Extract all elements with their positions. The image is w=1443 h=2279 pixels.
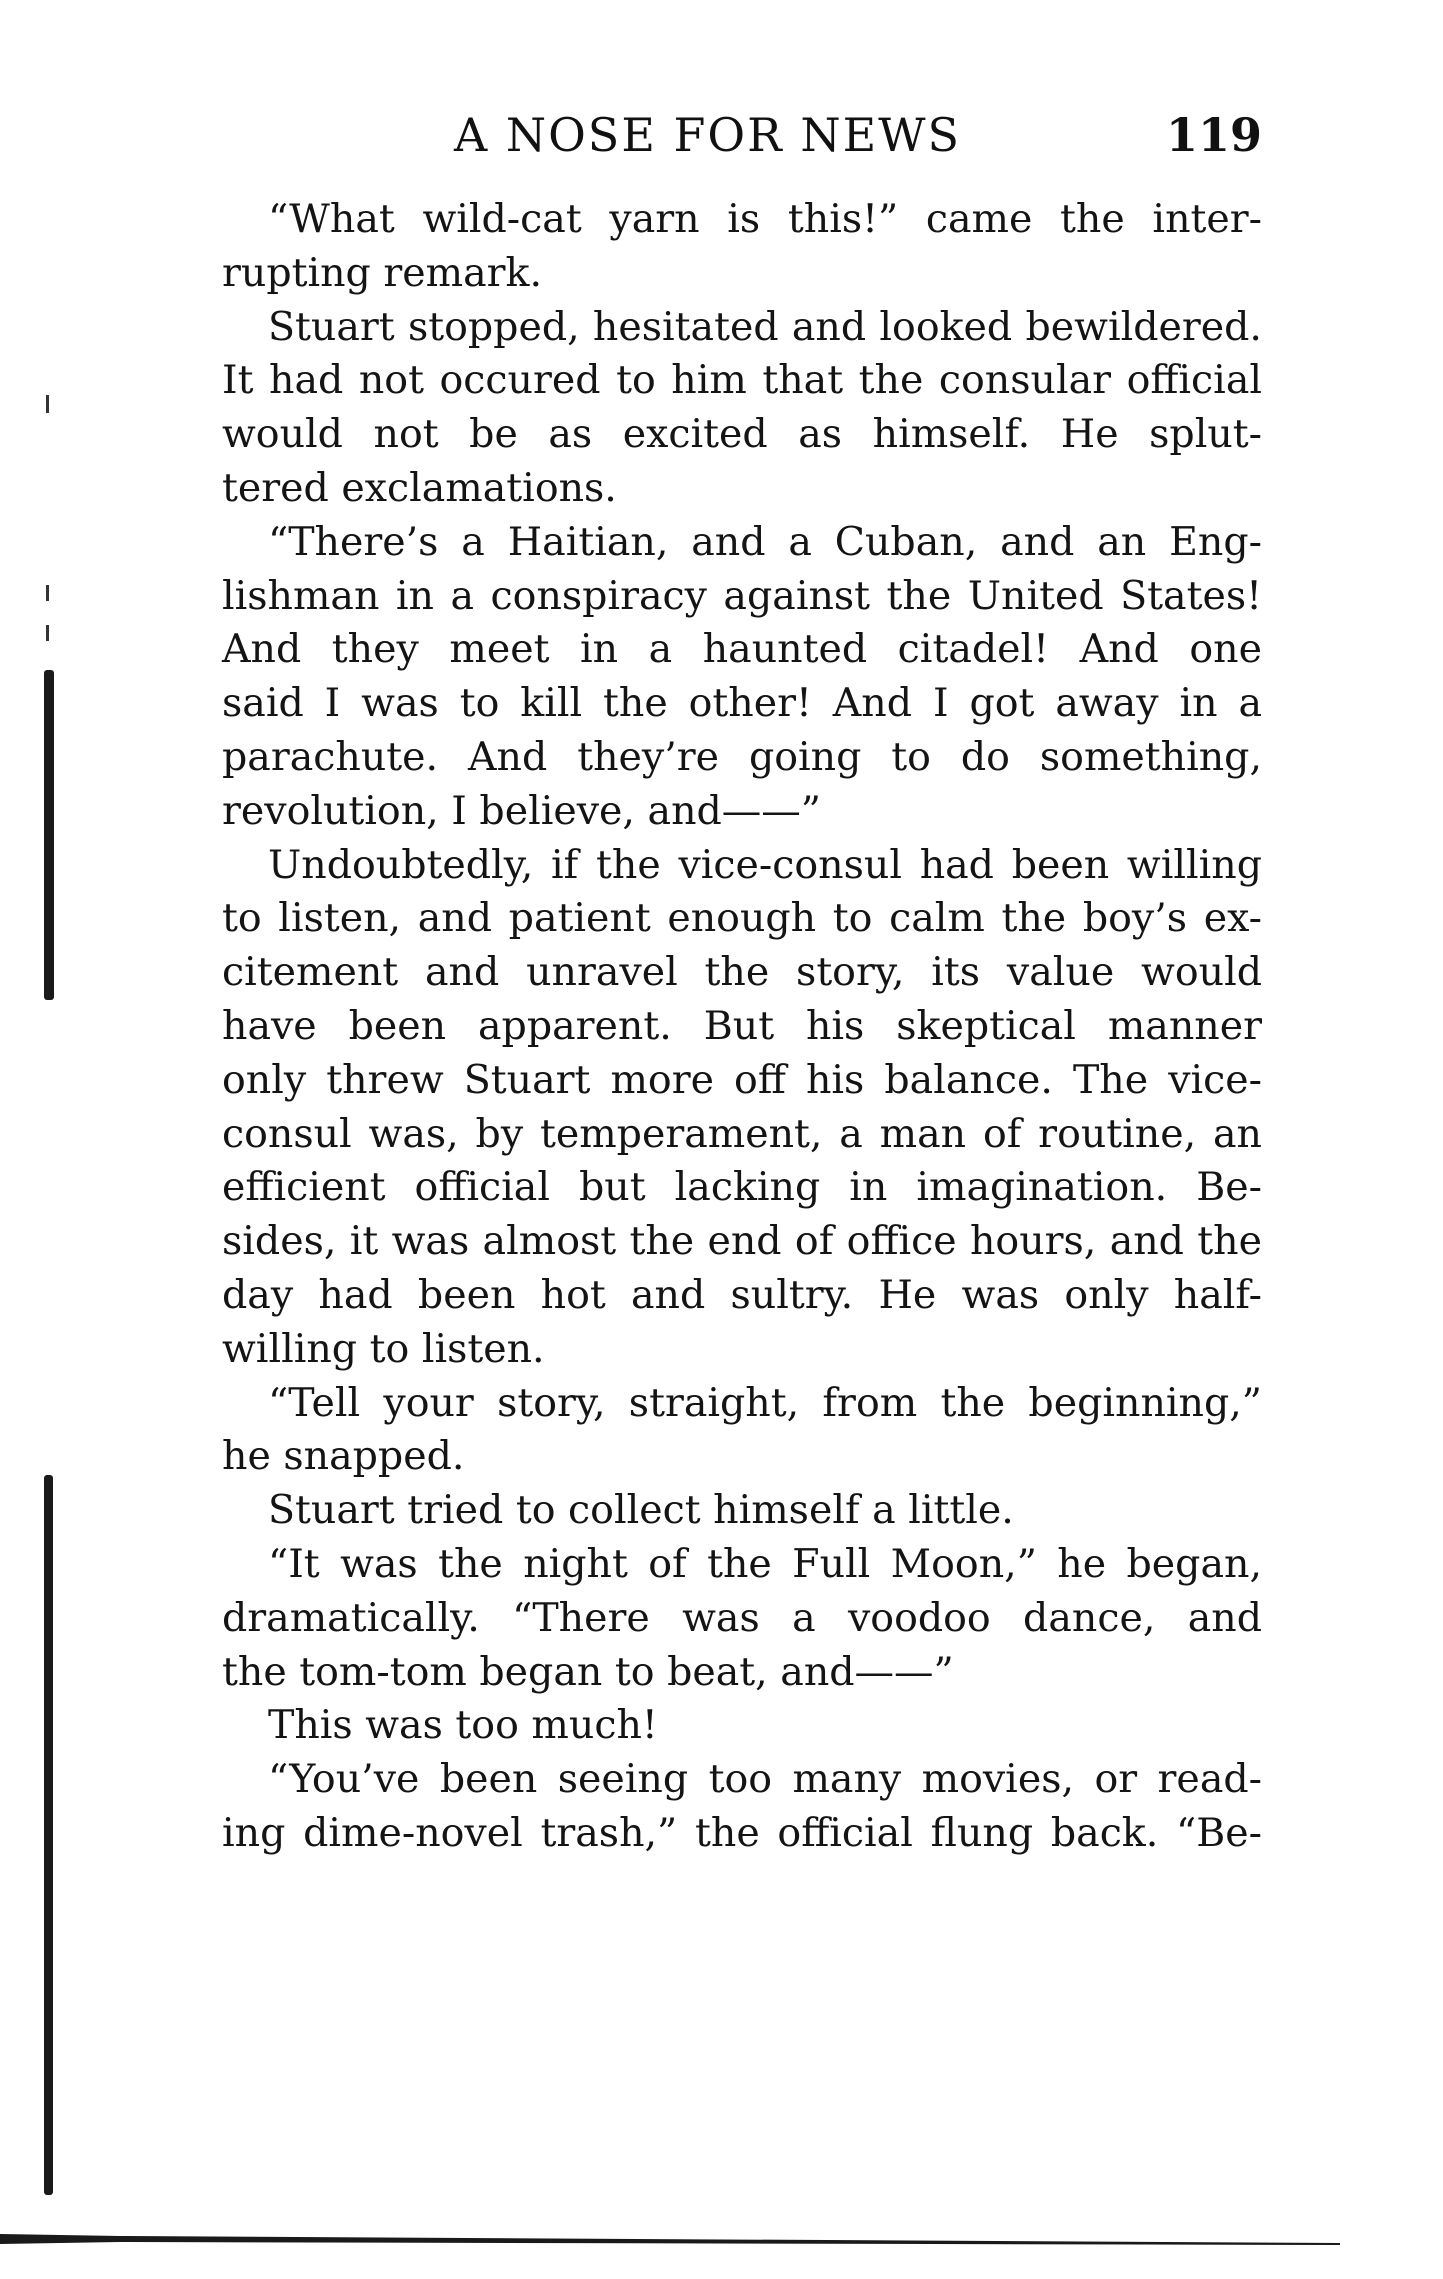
text-line: ing dime-novel trash,” the official flung back. “Be- <box>222 1809 1262 1856</box>
body-text <box>222 193 1262 1861</box>
page-header <box>222 108 1262 168</box>
text-line: only threw Stuart more off his balance. The vice- <box>222 1056 1262 1103</box>
text-line: the tom-tom began to beat, and——” <box>222 1648 954 1695</box>
text-line: dramatically. “There was a voodoo dance, and <box>222 1594 1262 1641</box>
text-line: willing to listen. <box>222 1325 545 1372</box>
text-line: rupting remark. <box>222 249 543 296</box>
scan-speck <box>46 395 49 413</box>
text-line: would not be as excited as himself. He splut- <box>222 411 1262 458</box>
text-line: “Tell your story, straight, from the beginning,” <box>268 1379 1262 1426</box>
text-line: “There’s a Haitian, and a Cuban, and an Eng- <box>268 518 1262 565</box>
text-line: citement and unravel the story, its value would <box>222 949 1262 996</box>
text-line: day had been hot and sultry. He was only half- <box>222 1271 1262 1318</box>
text-line: to listen, and patient enough to calm the boy’s ex- <box>222 895 1262 942</box>
running-head: A NOSE FOR NEWS <box>454 108 962 162</box>
text-line: lishman in a conspiracy against the United States! <box>222 572 1262 619</box>
page-edge-shadow <box>0 2232 1340 2246</box>
page-number: 119 <box>1165 108 1262 162</box>
gutter-shadow <box>44 1475 53 2195</box>
text-line: “What wild-cat yarn is this!” came the inter- <box>268 196 1262 242</box>
text-line: tered exclamations. <box>222 464 617 511</box>
scan-speck <box>46 585 49 601</box>
text-line: efficient official but lacking in imagination. Be- <box>222 1164 1262 1211</box>
text-line: Undoubtedly, if the vice-consul had been willing <box>268 841 1262 888</box>
text-line: Stuart stopped, hesitated and looked bewildered. <box>268 303 1262 350</box>
text-line: It had not occured to him that the consular official <box>222 357 1262 404</box>
text-line: said I was to kill the other! And I got away in a <box>222 680 1262 727</box>
text-line: This was too much! <box>268 1702 658 1749</box>
text-line: sides, it was almost the end of office hours, and the <box>222 1218 1262 1265</box>
text-line: revolution, I believe, and——” <box>222 787 821 834</box>
scan-speck <box>46 625 49 641</box>
text-line: parachute. And they’re going to do something, <box>222 733 1262 780</box>
text-line: he snapped. <box>222 1433 465 1480</box>
gutter-shadow <box>44 670 54 1000</box>
text-line: have been apparent. But his skeptical manner <box>222 1002 1262 1049</box>
text-line: “It was the night of the Full Moon,” he began, <box>268 1540 1262 1587</box>
text-line: And they meet in a haunted citadel! And one <box>222 626 1262 673</box>
text-line: “You’ve been seeing too many movies, or read- <box>268 1756 1262 1803</box>
text-line: Stuart tried to collect himself a little. <box>268 1487 1014 1534</box>
text-line: consul was, by temperament, a man of routine, an <box>222 1110 1262 1157</box>
